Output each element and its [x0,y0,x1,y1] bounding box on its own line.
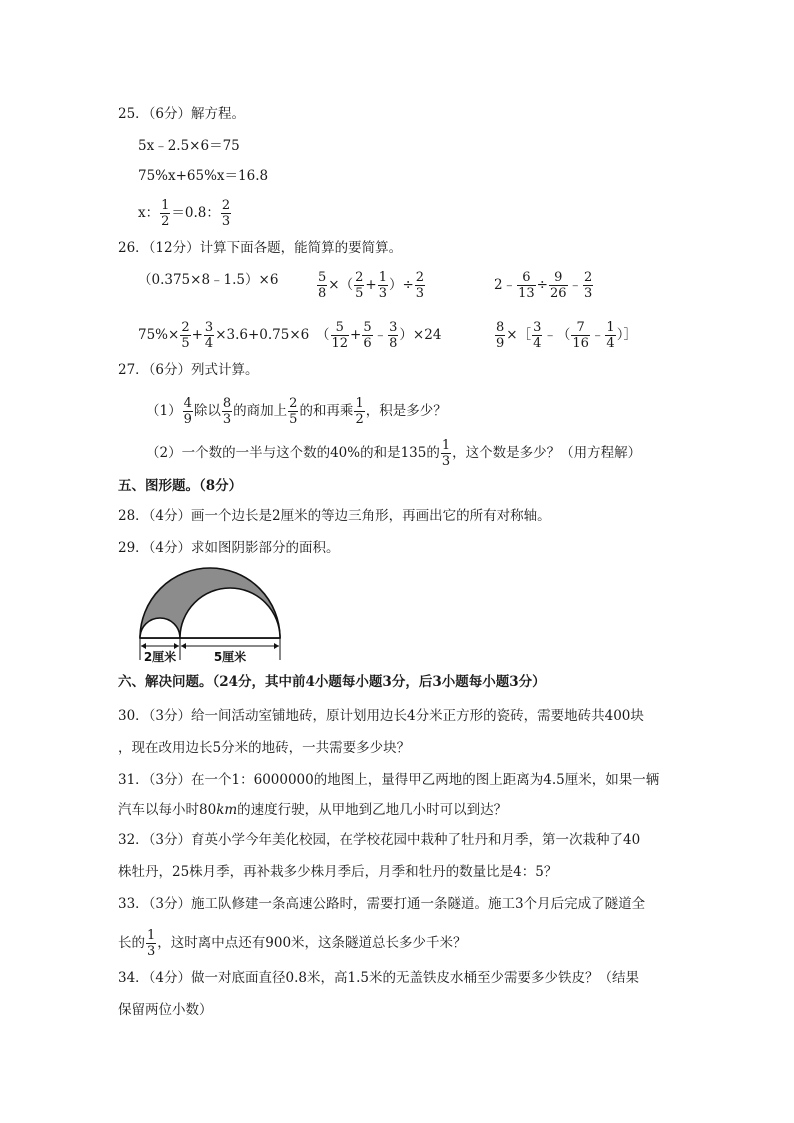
q32-line-1: 32．（3分）育英小学今年美化校园，在学校花园中栽种了牡丹和月季，第一次栽种了40 [118,832,641,848]
q31-line-2: 汽车以每小时80km的速度行驶，从甲地到乙地几小时可以到达？ [118,802,508,818]
q33-line-2: 长的 $\frac{1}{3}$ ，这时离中点还有900米，这条隧道总长多少千米？ [118,928,467,959]
q25-equation-1: 5x﹣2.5×6＝75 [138,138,240,154]
q32-line-2: 株牡丹，25株月季，再补栽多少株月季后，月季和牡丹的数量比是4：5？ [118,864,558,880]
q26-expression-1: （0.375×8﹣1.5）×6 [138,272,279,288]
q25-header: 25．（6分）解方程。 [118,106,246,122]
q26-expression-5: （ $\frac{5}{12}$ + $\frac{5}{6}$ ﹣ $\frac{3}{8}$ ）×24 [316,320,442,351]
q29-text: 29．（4分）求如图阴影部分的面积。 [118,540,340,556]
q25-equation-2: 75%x+65%x＝16.8 [138,168,269,184]
semicircle-figure [132,560,284,668]
q27-header: 27．（6分）列式计算。 [118,362,259,378]
section-6-title: 六、解决问题。（24分，其中前4小题每小题3分，后3小题每小题3分） [118,674,546,690]
q28-text: 28．（4分）画一个边长是2厘米的等边三角形，再画出它的所有对称轴。 [118,508,551,524]
q26-expression-6: $\frac{8}{9}$ ×［ $\frac{3}{4}$ ﹣（ $\frac{7}{16}$ ﹣ $\frac{1}{4}$ ）］ [496,320,637,351]
q27-part-1: （1） $\frac{4}{9}$ 除以 $\frac{8}{3}$ 的商加上 $\frac{2}{5}$ 的和再乘 $\frac{1}{2}$ ，积是多少？ [146,396,447,427]
q26-expression-4: 75%× $\frac{2}{5}$ + $\frac{3}{4}$ ×3.6+0.75×6 [138,320,310,351]
q26-header: 26．（12分）计算下面各题，能简算的要简算。 [118,240,403,256]
q30-line-2: ，现在改用边长5分米的地砖，一共需要多少块？ [118,740,411,756]
q30-line-1: 30．（3分）给一间活动室铺地砖，原计划用边长4分米正方形的瓷砖，需要地砖共400块 [118,708,644,724]
q27-part-2: （2）一个数的一半与这个数的40%的和是135的 $\frac{1}{3}$ ，这个数是多少？（用方程解） [146,438,642,469]
section-5-title: 五、图形题。（8分） [118,478,243,494]
label-2cm: 2厘米 [143,650,177,664]
q33-line-1: 33．（3分）施工队修建一条高速公路时，需要打通一条隧道。施工3个月后完成了隧道全 [118,896,646,912]
q34-line-2: 保留两位小数） [118,1002,213,1018]
q26-expression-2: $\frac{5}{8}$ ×（ $\frac{2}{5}$ + $\frac{1}{3}$ ）÷ $\frac{2}{3}$ [318,270,425,301]
q25-equation-3: x： $\frac{1}{2}$ ＝0.8： $\frac{2}{3}$ [138,198,231,229]
label-5cm: 5厘米 [213,650,247,664]
q31-line-1: 31．（3分）在一个1：6000000的地图上，量得甲乙两地的图上距离为4.5厘米，如果一辆 [118,772,660,788]
q26-expression-3: 2﹣ $\frac{6}{13}$ ÷ $\frac{9}{26}$ ﹣ $\frac{2}{3}$ [494,270,593,301]
q34-line-1: 34．（4分）做一对底面直径0.8米，高1.5米的无盖铁皮水桶至少需要多少铁皮？（结果 [118,970,639,986]
